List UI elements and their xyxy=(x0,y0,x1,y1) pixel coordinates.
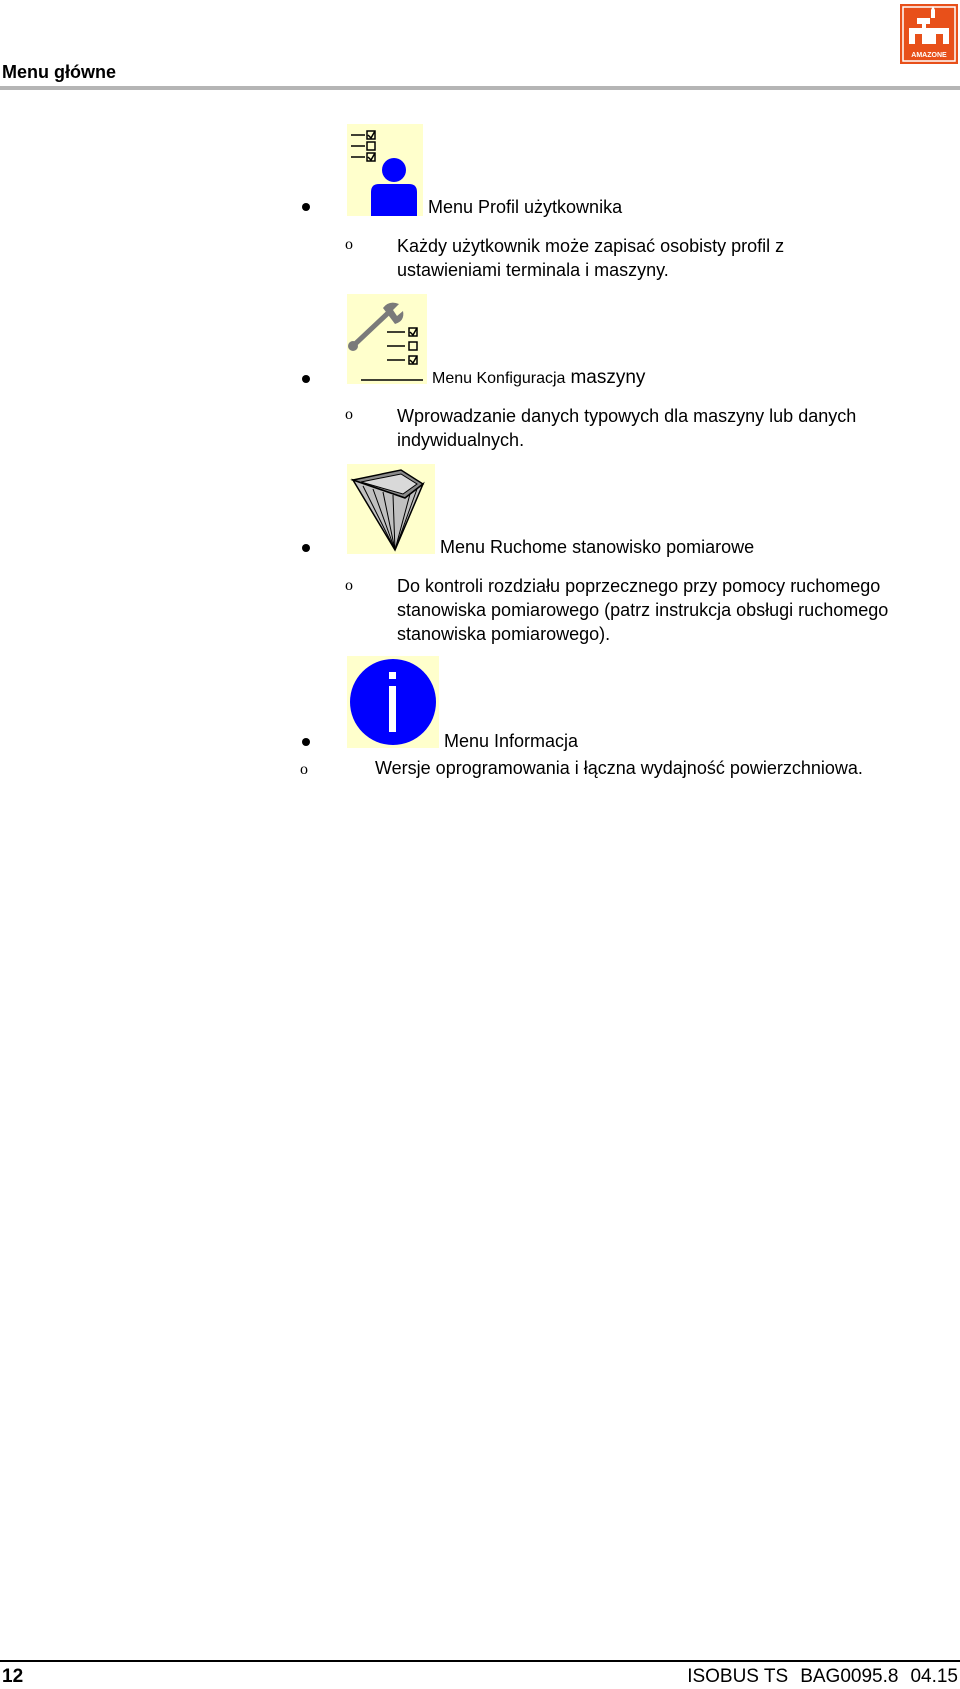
item-description: Wersje oprogramowania i łączna wydajność powierzchniowa. xyxy=(375,758,863,778)
info-icon xyxy=(347,656,439,748)
bullet xyxy=(302,375,310,383)
item-description: Do kontroli rozdziału poprzecznego przy pomocy ruchomego stanowiska pomiarowego (patrz instrukcja obsługi ruchomego stanowiska pomiarowego). xyxy=(397,576,889,644)
document-id xyxy=(687,1666,958,1688)
bullet xyxy=(302,203,310,211)
item-title: Menu Informacja xyxy=(444,731,579,751)
bullet xyxy=(302,544,310,552)
test-stand-icon xyxy=(347,464,435,554)
sub-bullet: o xyxy=(300,761,308,778)
item-title-part: Menu Konfiguracja xyxy=(432,370,566,387)
bullet xyxy=(302,738,310,746)
svg-text:AMAZONE: AMAZONE xyxy=(911,52,947,59)
document-date: 04.15 xyxy=(910,1666,958,1687)
sub-bullet: o xyxy=(345,406,353,423)
item-title xyxy=(432,366,645,390)
item-title-part: maszyny xyxy=(570,367,646,388)
page-number: 12 xyxy=(2,1666,24,1687)
document-code: BAG0095.8 xyxy=(800,1666,899,1687)
sub-bullet: o xyxy=(345,236,353,253)
user-profile-icon xyxy=(347,124,423,216)
machine-config-icon xyxy=(347,294,427,384)
item-title: Menu Ruchome stanowisko pomiarowe xyxy=(440,537,755,557)
item-description: Każdy użytkownik może zapisać osobisty profil z ustawieniami terminala i maszyny. xyxy=(397,236,785,280)
item-title: Menu Profil użytkownika xyxy=(428,197,623,217)
sub-bullet: o xyxy=(345,577,353,594)
product-name: ISOBUS TS xyxy=(687,1666,789,1687)
page-section-title: Menu główne xyxy=(2,62,116,82)
footer-divider xyxy=(0,1660,960,1662)
header-divider xyxy=(0,86,960,90)
amazone-logo xyxy=(900,4,958,64)
item-description: Wprowadzanie danych typowych dla maszyny lub danych indywidualnych. xyxy=(397,406,857,450)
